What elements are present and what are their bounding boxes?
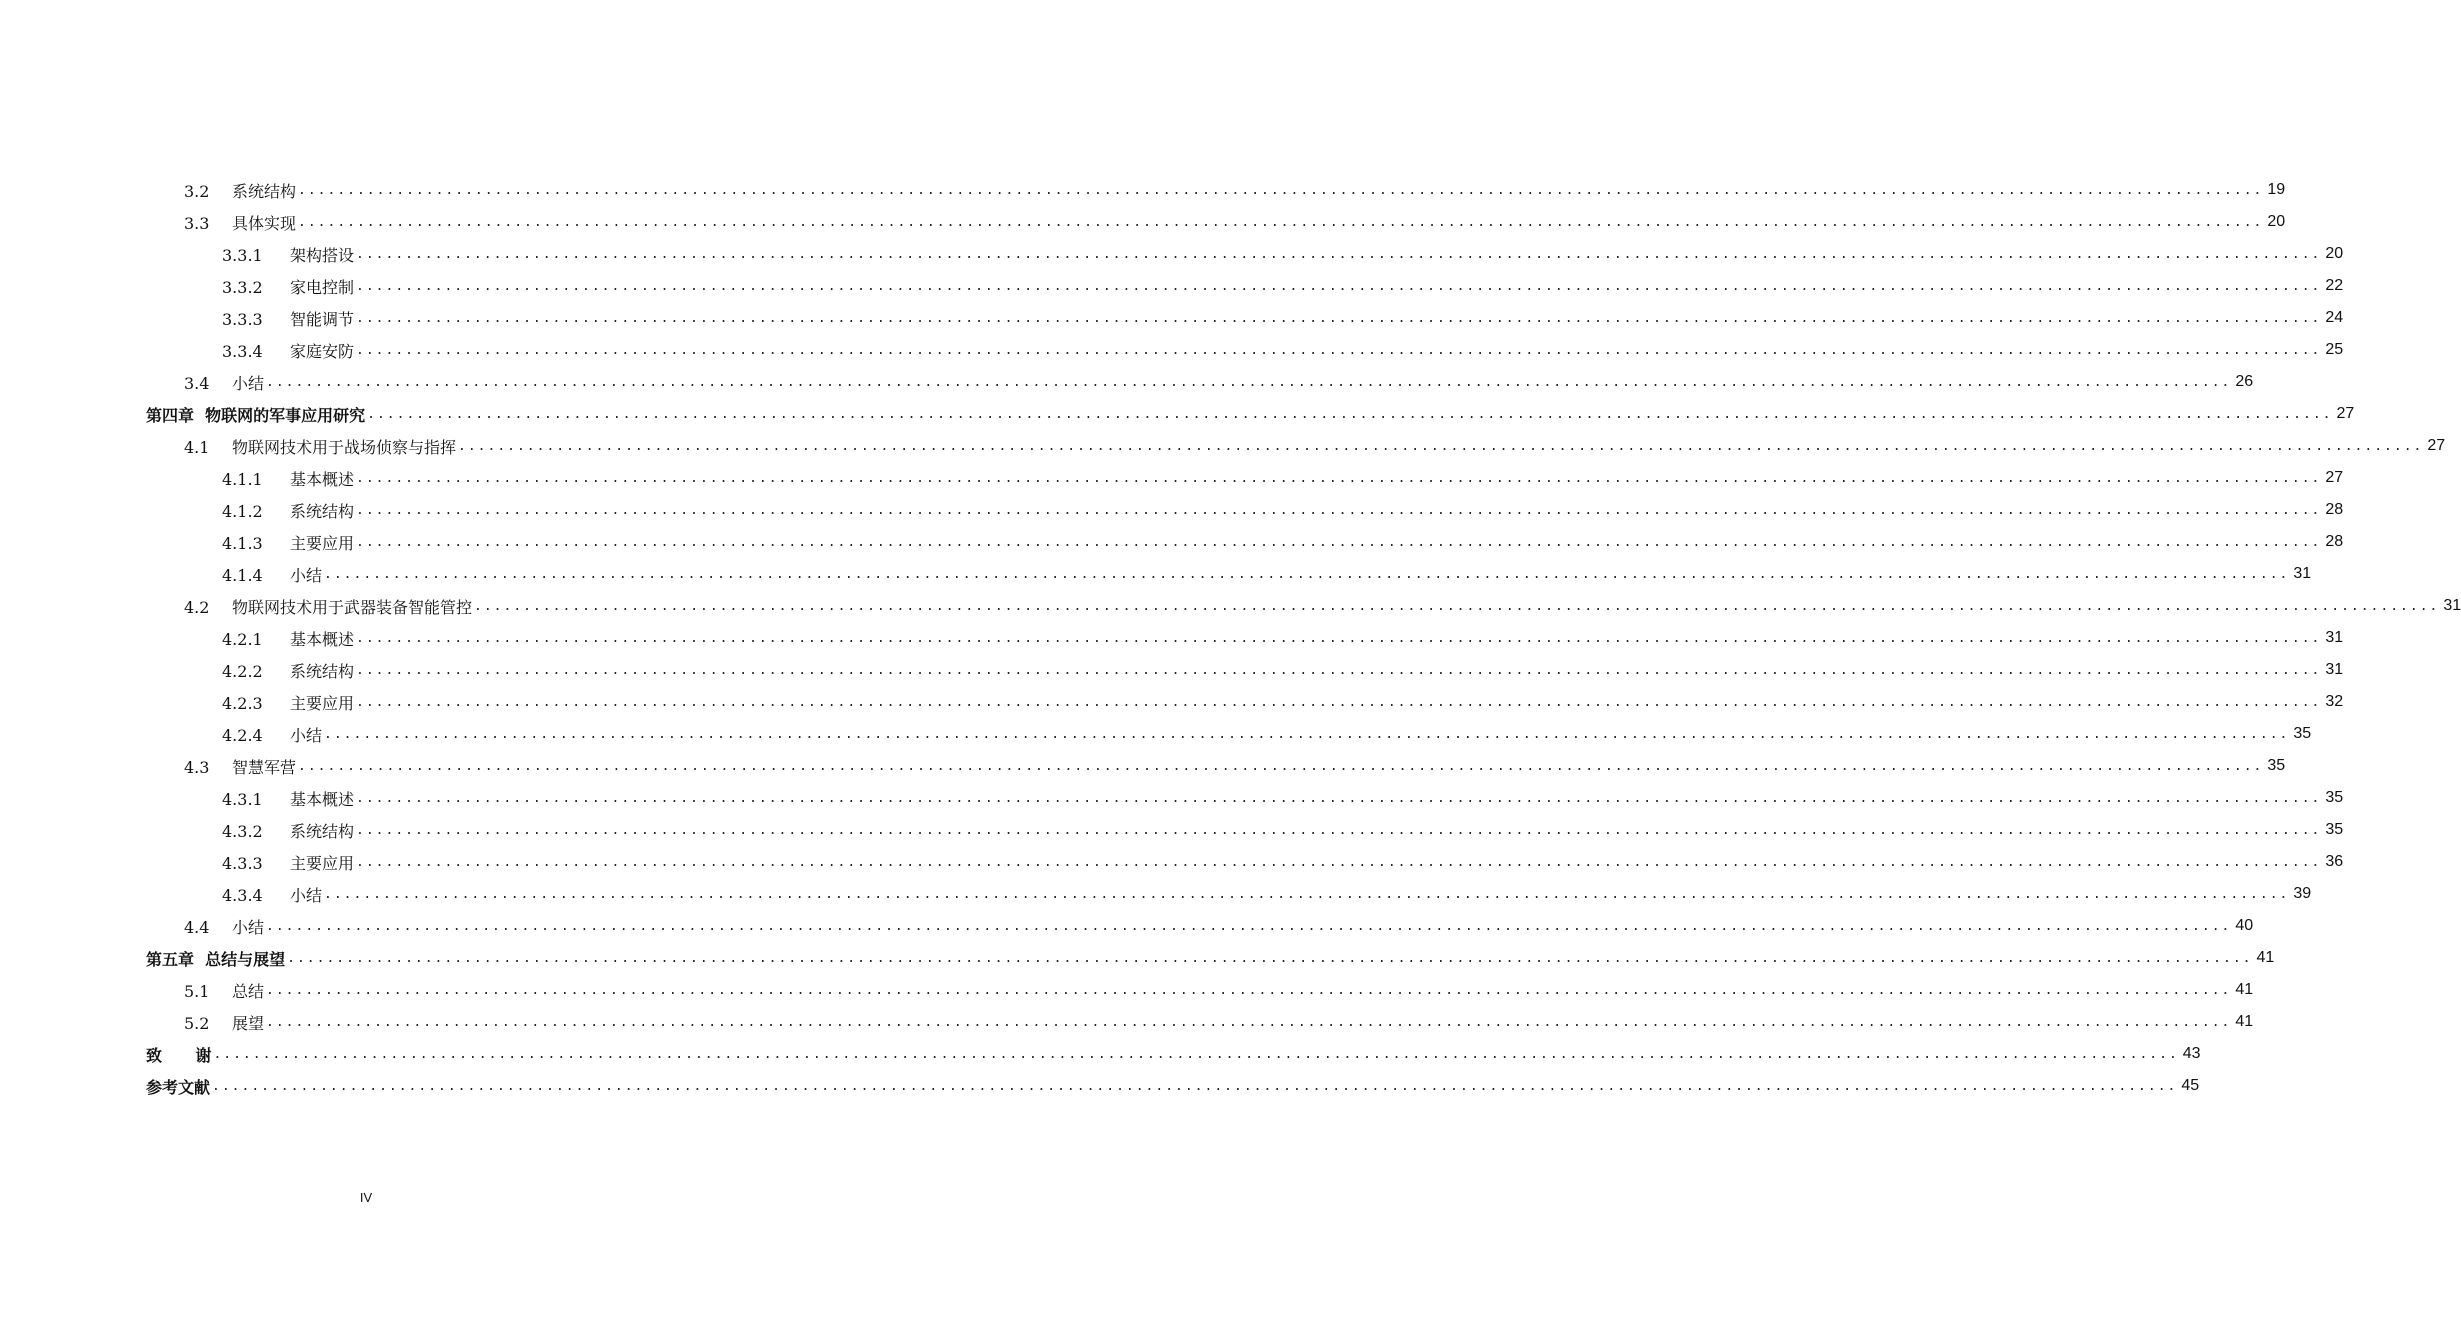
toc-entry-page: 35 <box>2293 725 2312 742</box>
toc-entry-number: 4.1.4 <box>222 565 263 585</box>
toc-entry-number: 4.1.1 <box>222 469 263 489</box>
toc-entry-title <box>222 659 354 682</box>
toc-entry-title <box>222 723 322 746</box>
toc-entry-title <box>222 787 354 810</box>
toc-entry-title <box>222 627 354 650</box>
toc-entry-label: 系统结构 <box>232 181 297 201</box>
toc-entry-number: 3.3.1 <box>222 245 263 265</box>
toc-entry-page: 36 <box>2325 853 2344 870</box>
toc-entry-page: 20 <box>2325 245 2344 262</box>
dot-leader: ........................................................................................................................................................................................................ <box>266 375 2232 390</box>
toc-entry[interactable] <box>0 270 2344 302</box>
toc-entry-label: 智慧军营 <box>232 757 297 777</box>
toc-entry-label: 家电控制 <box>290 277 355 297</box>
toc-entry[interactable] <box>0 430 2446 462</box>
toc-entry-page: 31 <box>2325 629 2344 646</box>
toc-entry-label: 主要应用 <box>290 693 355 713</box>
toc-entry[interactable] <box>0 302 2344 334</box>
toc-entry-page: 43 <box>2182 1045 2201 1062</box>
toc-entry-title <box>184 979 264 1002</box>
toc-entry[interactable] <box>0 622 2344 654</box>
dot-leader: ........................................................................................................................................................................................................ <box>356 823 2322 838</box>
toc-entry-label: 主要应用 <box>290 533 355 553</box>
toc-entry-title <box>184 371 264 394</box>
toc-entry-label: 小结 <box>290 885 323 905</box>
dot-leader: ........................................................................................................................................................................................................ <box>356 247 2322 262</box>
toc-entry-number: 4.2 <box>184 597 210 617</box>
toc-entry[interactable] <box>0 878 2312 910</box>
dot-leader: ........................................................................................................................................................................................................ <box>458 439 2424 454</box>
toc-entry-page: 25 <box>2325 341 2344 358</box>
toc-entry-page: 45 <box>2181 1077 2200 1094</box>
toc-entry-number: 4.1.2 <box>222 501 263 521</box>
toc-entry-page: 24 <box>2325 309 2344 326</box>
dot-leader: ........................................................................................................................................................................................................ <box>298 759 2264 774</box>
toc-entry-title <box>184 915 264 938</box>
toc-entry-title <box>222 243 354 266</box>
toc-entry-number: 3.3.2 <box>222 277 263 297</box>
toc-entry-label: 物联网技术用于战场侦察与指挥 <box>232 437 457 457</box>
dot-leader: ........................................................................................................................................................................................................ <box>212 1079 2178 1094</box>
dot-leader: ........................................................................................................................................................................................................ <box>356 503 2322 518</box>
dot-leader: ........................................................................................................................................................................................................ <box>356 855 2322 870</box>
toc-entry[interactable] <box>0 1070 2200 1102</box>
dot-leader: ........................................................................................................................................................................................................ <box>356 663 2322 678</box>
toc-entry[interactable] <box>0 718 2312 750</box>
toc-entry-label: 系统结构 <box>290 501 355 521</box>
toc-entry-title <box>146 1043 211 1066</box>
toc-entry-number: 4.1.3 <box>222 533 263 553</box>
dot-leader: ........................................................................................................................................................................................................ <box>266 983 2232 998</box>
toc-entry-title <box>146 403 365 426</box>
dot-leader: ........................................................................................................................................................................................................ <box>356 791 2322 806</box>
toc-entry[interactable] <box>0 1038 2201 1070</box>
toc-entry[interactable] <box>0 462 2344 494</box>
dot-leader: ........................................................................................................................................................................................................ <box>324 887 2290 902</box>
toc-entry-title <box>222 819 354 842</box>
toc-entry-label: 致 谢 <box>146 1045 212 1065</box>
toc-entry-page: 22 <box>2325 277 2344 294</box>
toc-entry[interactable] <box>0 814 2344 846</box>
toc-entry[interactable] <box>0 334 2344 366</box>
toc-entry-page: 31 <box>2325 661 2344 678</box>
toc-entry-title <box>222 467 354 490</box>
toc-entry-title <box>184 211 296 234</box>
page-number-footer: IV <box>359 1190 373 1205</box>
dot-leader: ........................................................................................................................................................................................................ <box>356 343 2322 358</box>
toc-entry-number: 3.4 <box>184 373 210 393</box>
dot-leader: ........................................................................................................................................................................................................ <box>367 407 2333 422</box>
toc-entry-page: 39 <box>2293 885 2312 902</box>
toc-entry-label: 架构搭设 <box>290 245 355 265</box>
toc-entry-page: 41 <box>2235 1013 2254 1030</box>
toc-entry-page: 41 <box>2256 949 2275 966</box>
dot-leader: ........................................................................................................................................................................................................ <box>474 599 2440 614</box>
toc-entry-title <box>222 499 354 522</box>
toc-entry-title <box>222 563 322 586</box>
toc-entry-number: 3.3.4 <box>222 341 263 361</box>
toc-entry-title <box>184 435 456 458</box>
toc-entry[interactable] <box>0 910 2254 942</box>
toc-entry-label: 基本概述 <box>290 789 355 809</box>
toc-entry-title <box>184 755 296 778</box>
toc-entry-number: 4.2.2 <box>222 661 263 681</box>
dot-leader: ........................................................................................................................................................................................................ <box>324 727 2290 742</box>
toc-entry-title <box>222 883 322 906</box>
dot-leader: ........................................................................................................................................................................................................ <box>213 1047 2179 1062</box>
dot-leader: ........................................................................................................................................................................................................ <box>356 279 2322 294</box>
toc-entry[interactable] <box>0 366 2254 398</box>
toc-entry-title <box>146 947 285 970</box>
toc-entry[interactable] <box>0 686 2344 718</box>
toc-entry-number: 4.1 <box>184 437 210 457</box>
toc-entry-number: 5.1 <box>184 981 210 1001</box>
toc-entry[interactable] <box>0 526 2344 558</box>
dot-leader: ........................................................................................................................................................................................................ <box>356 535 2322 550</box>
toc-entry-page: 27 <box>2336 405 2355 422</box>
dot-leader: ........................................................................................................................................................................................................ <box>356 631 2322 646</box>
toc-entry-page: 35 <box>2325 789 2344 806</box>
toc-entry-number: 4.3.4 <box>222 885 263 905</box>
toc-entry-page: 31 <box>2443 597 2461 614</box>
toc-entry-label: 基本概述 <box>290 629 355 649</box>
toc-entry-label: 家庭安防 <box>290 341 355 361</box>
toc-entry[interactable] <box>0 750 2286 782</box>
toc-entry-page: 27 <box>2427 437 2446 454</box>
toc-entry-page: 28 <box>2325 533 2344 550</box>
toc-entry[interactable] <box>0 782 2344 814</box>
toc-entry-title <box>184 179 296 202</box>
dot-leader: ........................................................................................................................................................................................................ <box>298 183 2264 198</box>
toc-entry-label: 小结 <box>232 917 265 937</box>
toc-entry[interactable] <box>0 174 2286 206</box>
toc-entry-page: 20 <box>2267 213 2286 230</box>
toc-entry-number: 4.3.2 <box>222 821 263 841</box>
toc-entry-label: 参考文献 <box>146 1077 211 1097</box>
toc-entry[interactable] <box>0 398 2355 430</box>
toc-entry-label: 第五章 总结与展望 <box>146 949 286 969</box>
toc-entry-page: 28 <box>2325 501 2344 518</box>
toc-entry[interactable] <box>0 590 2461 622</box>
toc-entry-label: 总结 <box>232 981 265 1001</box>
toc-entry-label: 物联网技术用于武器装备智能管控 <box>232 597 473 617</box>
toc-entry-page: 19 <box>2267 181 2286 198</box>
toc-entry-number: 5.2 <box>184 1013 210 1033</box>
dot-leader: ........................................................................................................................................................................................................ <box>324 567 2290 582</box>
toc-entry-number: 3.2 <box>184 181 210 201</box>
toc-entry[interactable] <box>0 974 2254 1006</box>
table-of-contents <box>0 174 2461 1102</box>
toc-entry-title <box>222 851 354 874</box>
toc-entry[interactable] <box>0 206 2286 238</box>
toc-entry-title <box>146 1075 210 1098</box>
toc-entry-title <box>222 307 354 330</box>
toc-entry-page: 27 <box>2325 469 2344 486</box>
toc-entry-label: 第四章 物联网的军事应用研究 <box>146 405 366 425</box>
toc-entry-number: 4.3.1 <box>222 789 263 809</box>
toc-entry[interactable] <box>0 238 2344 270</box>
toc-entry-number: 4.2.3 <box>222 693 263 713</box>
toc-entry-page: 35 <box>2267 757 2286 774</box>
toc-entry-title <box>222 339 354 362</box>
toc-entry-label: 小结 <box>232 373 265 393</box>
toc-entry[interactable] <box>0 654 2344 686</box>
toc-entry-title <box>184 595 472 618</box>
toc-entry-label: 智能调节 <box>290 309 355 329</box>
toc-entry-label: 展望 <box>232 1013 265 1033</box>
toc-entry-number: 4.4 <box>184 917 210 937</box>
toc-entry-page: 31 <box>2293 565 2312 582</box>
toc-entry-page: 26 <box>2235 373 2254 390</box>
toc-entry-label: 系统结构 <box>290 821 355 841</box>
toc-entry-label: 具体实现 <box>232 213 297 233</box>
dot-leader: ........................................................................................................................................................................................................ <box>356 695 2322 710</box>
toc-entry-title <box>184 1011 264 1034</box>
toc-entry-label: 小结 <box>290 725 323 745</box>
toc-entry[interactable] <box>0 558 2312 590</box>
toc-entry-number: 3.3.3 <box>222 309 263 329</box>
toc-entry[interactable] <box>0 846 2344 878</box>
toc-entry-label: 小结 <box>290 565 323 585</box>
toc-entry[interactable] <box>0 1006 2254 1038</box>
toc-entry-title <box>222 531 354 554</box>
toc-entry-label: 基本概述 <box>290 469 355 489</box>
toc-entry-title <box>222 691 354 714</box>
toc-entry-page: 40 <box>2235 917 2254 934</box>
dot-leader: ........................................................................................................................................................................................................ <box>356 471 2322 486</box>
toc-entry-label: 主要应用 <box>290 853 355 873</box>
toc-entry-number: 4.3.3 <box>222 853 263 873</box>
toc-entry-page: 41 <box>2235 981 2254 998</box>
toc-entry-title <box>222 275 354 298</box>
toc-entry-number: 4.2.1 <box>222 629 263 649</box>
toc-entry[interactable] <box>0 942 2275 974</box>
toc-entry-page: 35 <box>2325 821 2344 838</box>
toc-entry-label: 系统结构 <box>290 661 355 681</box>
dot-leader: ........................................................................................................................................................................................................ <box>298 215 2264 230</box>
toc-entry-number: 4.2.4 <box>222 725 263 745</box>
dot-leader: ........................................................................................................................................................................................................ <box>266 1015 2232 1030</box>
toc-entry-number: 3.3 <box>184 213 210 233</box>
dot-leader: ........................................................................................................................................................................................................ <box>287 951 2253 966</box>
toc-entry-number: 4.3 <box>184 757 210 777</box>
dot-leader: ........................................................................................................................................................................................................ <box>356 311 2322 326</box>
dot-leader: ........................................................................................................................................................................................................ <box>266 919 2232 934</box>
toc-entry-page: 32 <box>2325 693 2344 710</box>
toc-entry[interactable] <box>0 494 2344 526</box>
